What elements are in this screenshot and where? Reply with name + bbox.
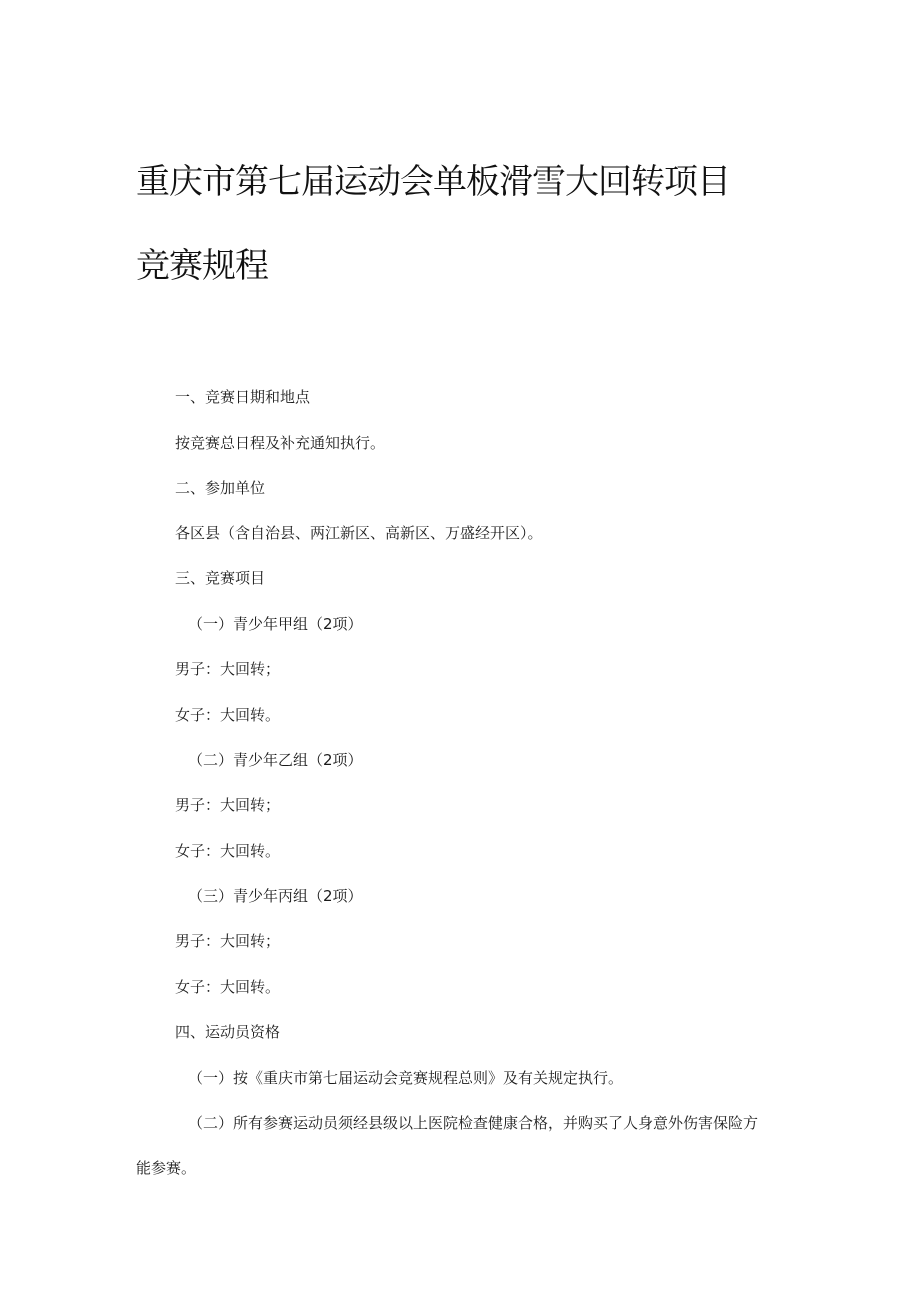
section-4-item-2-line-1: （二）所有参赛运动员须经县级以上医院检查健康合格，并购买了人身意外伤害保险方: [188, 1114, 759, 1132]
section-3-group-1-female: 女子：大回转。: [175, 706, 281, 724]
section-3-group-2: （二）青少年乙组（2项）: [188, 751, 363, 769]
section-3-group-2-female: 女子：大回转。: [175, 842, 281, 860]
section-3-group-3: （三）青少年丙组（2项）: [188, 887, 363, 905]
section-2-heading: 二、参加单位: [175, 479, 266, 497]
section-1-heading: 一、竞赛日期和地点: [175, 388, 311, 406]
document-title-line-2: 竞赛规程: [136, 246, 268, 286]
section-4-item-2-line-2: 能参赛。: [136, 1159, 197, 1177]
section-3-group-1: （一）青少年甲组（2项）: [188, 615, 363, 633]
section-3-group-2-male: 男子：大回转；: [175, 796, 281, 814]
section-3-group-3-female: 女子：大回转。: [175, 978, 281, 996]
section-4-item-1: （一）按《重庆市第七届运动会竞赛规程总则》及有关规定执行。: [188, 1069, 624, 1087]
section-1-body: 按竞赛总日程及补充通知执行。: [175, 434, 386, 452]
section-3-heading: 三、竞赛项目: [175, 569, 266, 587]
section-3-group-1-male: 男子：大回转；: [175, 660, 281, 678]
section-4-heading: 四、运动员资格: [175, 1023, 281, 1041]
document-title-line-1: 重庆市第七届运动会单板滑雪大回转项目: [136, 162, 730, 202]
section-3-group-3-male: 男子：大回转；: [175, 932, 281, 950]
section-2-body: 各区县（含自治县、两江新区、高新区、万盛经开区）。: [175, 524, 543, 542]
